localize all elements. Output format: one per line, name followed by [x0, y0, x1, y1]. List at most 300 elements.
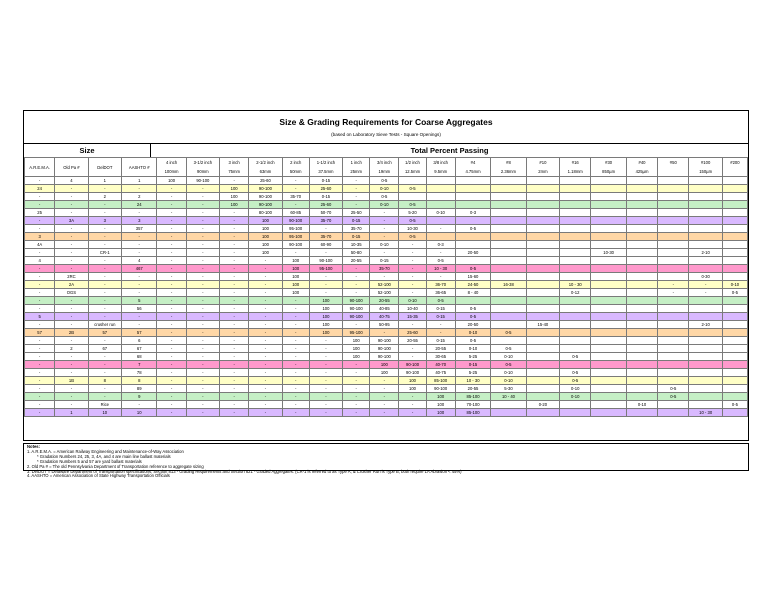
table-cell: [626, 257, 657, 265]
table-cell: -: [220, 337, 249, 345]
table-cell: [399, 177, 426, 185]
table-cell: 10: [122, 409, 157, 417]
table-cell: 60-90: [309, 241, 342, 249]
table-cell: [591, 409, 626, 417]
table-cell: -: [157, 345, 186, 353]
table-cell: -: [186, 273, 219, 281]
table-cell: [560, 305, 591, 313]
table-cell: -: [343, 281, 370, 289]
table-cell: 100: [309, 329, 342, 337]
table-cell: -: [157, 241, 186, 249]
table-cell: 24: [25, 185, 55, 193]
table-row: [25, 409, 748, 417]
table-cell: -: [220, 281, 249, 289]
table-cell: -: [157, 185, 186, 193]
table-cell: -: [122, 249, 157, 257]
table-cell: 100: [282, 257, 309, 265]
table-cell: -: [370, 209, 399, 217]
table-cell: -: [249, 377, 282, 385]
sieve-size-header: 1 inch: [343, 158, 370, 168]
table-cell: 0-5: [560, 377, 591, 385]
table-cell: -: [186, 241, 219, 249]
table-cell: [491, 401, 526, 409]
table-cell: [722, 201, 747, 209]
table-cell: [526, 201, 559, 209]
table-cell: [491, 193, 526, 201]
table-row: [25, 233, 748, 241]
table-cell: -: [282, 201, 309, 209]
table-row: [25, 249, 748, 257]
table-cell: -: [343, 393, 370, 401]
table-cell: -: [370, 401, 399, 409]
table-cell: 25-60: [309, 201, 342, 209]
table-cell: [491, 265, 526, 273]
table-cell: [560, 249, 591, 257]
table-cell: [626, 377, 657, 385]
table-cell: [722, 345, 747, 353]
table-cell: 0-5: [722, 289, 747, 297]
table-cell: [591, 345, 626, 353]
table-cell: 0-5: [370, 193, 399, 201]
table-cell: 5: [25, 313, 55, 321]
table-cell: [426, 193, 455, 201]
table-cell: [722, 241, 747, 249]
table-cell: -: [88, 241, 121, 249]
table-cell: -: [157, 265, 186, 273]
table-cell: [658, 409, 689, 417]
table-cell: 0-5: [722, 401, 747, 409]
table-cell: -: [249, 265, 282, 273]
table-cell: 100: [426, 401, 455, 409]
table-cell: 0-10: [370, 201, 399, 209]
table-cell: 24-50: [455, 281, 490, 289]
table-cell: -: [249, 401, 282, 409]
table-cell: [689, 233, 722, 241]
table-cell: [491, 225, 526, 233]
table-cell: -: [220, 209, 249, 217]
sieve-metric-header: 19mm: [370, 167, 399, 177]
table-cell: [658, 353, 689, 361]
table-cell: [626, 345, 657, 353]
page-title: Size & Grading Requirements for Coarse Aggregates: [279, 117, 493, 127]
table-cell: -: [249, 273, 282, 281]
table-row: [25, 305, 748, 313]
table-row: [25, 241, 748, 249]
table-cell: -: [282, 377, 309, 385]
table-cell: -: [249, 313, 282, 321]
note-line: 4. AASHTO = American Association of State Highway Transportation Officials: [27, 473, 170, 479]
table-row: [25, 385, 748, 393]
table-cell: [526, 329, 559, 337]
table-cell: [689, 265, 722, 273]
table-cell: -: [370, 217, 399, 225]
table-cell: 8 - 40: [455, 289, 490, 297]
table-cell: -: [25, 289, 55, 297]
table-cell: [689, 305, 722, 313]
table-cell: 20-50: [455, 321, 490, 329]
table-cell: [455, 241, 490, 249]
table-cell: [689, 193, 722, 201]
table-cell: 0-5: [560, 369, 591, 377]
table-cell: -: [399, 289, 426, 297]
table-cell: [626, 281, 657, 289]
table-row: [25, 369, 748, 377]
table-cell: -: [157, 393, 186, 401]
table-cell: -: [282, 369, 309, 377]
table-cell: -: [25, 321, 55, 329]
total-percent-passing-header: Total Percent Passing: [410, 146, 489, 155]
table-cell: -: [157, 369, 186, 377]
table-cell: [560, 193, 591, 201]
table-cell: -: [309, 377, 342, 385]
table-cell: 3: [25, 233, 55, 241]
table-cell: [591, 377, 626, 385]
table-cell: -: [25, 297, 55, 305]
table-cell: 15-60: [455, 273, 490, 281]
table-row: [25, 401, 748, 409]
table-cell: -: [343, 369, 370, 377]
table-cell: [455, 233, 490, 241]
sieve-metric-header: 100mm: [157, 167, 186, 177]
table-cell: -: [249, 369, 282, 377]
table-cell: [455, 257, 490, 265]
table-cell: [626, 353, 657, 361]
table-cell: -: [343, 185, 370, 193]
table-cell: [689, 353, 722, 361]
table-cell: -: [309, 273, 342, 281]
table-cell: -: [122, 281, 157, 289]
table-cell: 0-20: [526, 401, 559, 409]
table-cell: 100: [309, 297, 342, 305]
table-cell: 2: [55, 345, 88, 353]
table-cell: [591, 401, 626, 409]
table-cell: [626, 337, 657, 345]
table-cell: -: [186, 369, 219, 377]
table-cell: -: [25, 353, 55, 361]
table-cell: 100: [249, 233, 282, 241]
table-cell: [658, 185, 689, 193]
table-cell: -: [343, 177, 370, 185]
table-cell: 3: [122, 217, 157, 225]
table-cell: -: [370, 233, 399, 241]
table-cell: -: [689, 289, 722, 297]
table-cell: 67: [88, 345, 121, 353]
table-cell: -: [25, 401, 55, 409]
table-cell: 60-85: [282, 209, 309, 217]
table-cell: -: [343, 385, 370, 393]
table-row: [25, 297, 748, 305]
sieve-size-header: #30: [591, 158, 626, 168]
table-cell: -: [25, 345, 55, 353]
table-cell: [526, 409, 559, 417]
table-cell: [491, 321, 526, 329]
table-cell: -: [157, 401, 186, 409]
table-cell: 100: [309, 313, 342, 321]
table-cell: 100: [249, 241, 282, 249]
table-cell: 100: [343, 353, 370, 361]
table-cell: [722, 265, 747, 273]
table-cell: 0-10: [370, 241, 399, 249]
table-cell: [658, 209, 689, 217]
table-cell: -: [309, 249, 342, 257]
table-cell: [591, 233, 626, 241]
table-cell: -: [309, 353, 342, 361]
table-cell: -: [370, 249, 399, 257]
table-cell: 10-30: [399, 225, 426, 233]
table-cell: -: [282, 385, 309, 393]
table-cell: [526, 273, 559, 281]
table-cell: [626, 241, 657, 249]
table-cell: [455, 297, 490, 305]
table-cell: 0-5: [491, 345, 526, 353]
sieve-size-header: 2 inch: [282, 158, 309, 168]
table-cell: -: [186, 321, 219, 329]
size-column-header: AASHTO #: [122, 158, 157, 177]
table-cell: -: [309, 289, 342, 297]
table-cell: -: [249, 257, 282, 265]
table-cell: [526, 241, 559, 249]
table-cell: 15-35: [399, 313, 426, 321]
table-cell: 35-70: [282, 193, 309, 201]
table-cell: -: [249, 393, 282, 401]
table-cell: [722, 377, 747, 385]
table-cell: 0-15: [426, 337, 455, 345]
table-cell: 90-100: [282, 217, 309, 225]
sieve-metric-header: 90mm: [186, 167, 219, 177]
table-cell: -: [220, 393, 249, 401]
table-cell: -: [157, 257, 186, 265]
table-cell: -: [658, 289, 689, 297]
table-cell: 1: [55, 409, 88, 417]
table-cell: 95-100: [309, 265, 342, 273]
table-cell: -: [282, 361, 309, 369]
table-row: [25, 393, 748, 401]
table-cell: [626, 249, 657, 257]
table-cell: 0-10: [370, 185, 399, 193]
table-cell: -: [220, 265, 249, 273]
table-cell: -: [122, 313, 157, 321]
table-cell: -: [88, 297, 121, 305]
table-cell: [426, 217, 455, 225]
table-cell: [591, 209, 626, 217]
note-line: 3. DelDOT = Delaware Department of Transportation specifications, Section 813 - Grading Requirements and Section 821 - Graded Aggregates. (CR-1 is referred to as Type A, & Crusher Run is Type B; both require LA Abrasion < 45%): [27, 468, 462, 474]
table-cell: [526, 297, 559, 305]
table-cell: [689, 201, 722, 209]
table-cell: [491, 409, 526, 417]
sieve-metric-header: 425µm: [626, 167, 657, 177]
sieve-size-header: #40: [626, 158, 657, 168]
table-cell: [658, 401, 689, 409]
table-cell: [722, 225, 747, 233]
table-cell: -: [88, 313, 121, 321]
table-cell: -: [249, 385, 282, 393]
table-row: [25, 337, 748, 345]
table-cell: 0-5: [455, 265, 490, 273]
table-cell: -: [25, 281, 55, 289]
table-cell: -: [186, 409, 219, 417]
table-cell: -: [55, 201, 88, 209]
table-cell: [658, 273, 689, 281]
table-cell: 2-10: [689, 321, 722, 329]
table-cell: [491, 209, 526, 217]
table-cell: -: [25, 193, 55, 201]
table-cell: [689, 257, 722, 265]
table-cell: -: [186, 297, 219, 305]
table-cell: [491, 313, 526, 321]
table-cell: [689, 401, 722, 409]
table-cell: 0-5: [455, 225, 490, 233]
table-cell: -: [343, 201, 370, 209]
table-cell: [455, 177, 490, 185]
table-cell: -: [282, 401, 309, 409]
table-cell: 25: [25, 209, 55, 217]
table-cell: [658, 193, 689, 201]
table-row: [25, 185, 748, 193]
table-cell: -: [309, 337, 342, 345]
table-cell: [526, 249, 559, 257]
table-cell: [591, 225, 626, 233]
table-cell: 1: [88, 177, 121, 185]
table-cell: 0-5: [455, 337, 490, 345]
table-cell: 20-50: [455, 249, 490, 257]
table-cell: [591, 257, 626, 265]
table-cell: 5-20: [399, 209, 426, 217]
table-cell: -: [399, 257, 426, 265]
table-cell: 90-100: [399, 369, 426, 377]
table-cell: 95-100: [282, 225, 309, 233]
table-cell: 8: [122, 377, 157, 385]
table-cell: 90-100: [186, 177, 219, 185]
notes-box: [23, 443, 749, 479]
table-cell: -: [122, 209, 157, 217]
table-cell: 35-70: [343, 225, 370, 233]
table-cell: -: [88, 185, 121, 193]
table-cell: -: [88, 265, 121, 273]
table-cell: -: [25, 337, 55, 345]
table-cell: -: [282, 321, 309, 329]
sieve-metric-header: 4.75mm: [455, 167, 490, 177]
table-cell: [722, 353, 747, 361]
table-cell: 85-100: [455, 393, 490, 401]
table-cell: [526, 361, 559, 369]
grading-table-frame: [23, 110, 749, 441]
table-cell: -: [186, 401, 219, 409]
table-row: [25, 313, 748, 321]
table-cell: -: [186, 353, 219, 361]
table-cell: 100: [249, 217, 282, 225]
table-cell: -: [25, 217, 55, 225]
table-cell: [526, 337, 559, 345]
note-line: 1. A.R.E.M.A. = American Railway Engineering and Maintenance-of-Way Association: [27, 448, 184, 454]
note-line: * Gradation Numbers 24, 25, 3, 4A, and 4 are main line ballast materials: [37, 453, 171, 459]
table-cell: 57: [25, 329, 55, 337]
table-cell: -: [157, 297, 186, 305]
table-cell: [526, 281, 559, 289]
table-cell: 10 - 40: [491, 393, 526, 401]
table-cell: [560, 273, 591, 281]
table-cell: 2: [122, 193, 157, 201]
table-cell: 100: [282, 281, 309, 289]
table-cell: -: [186, 201, 219, 209]
table-cell: [491, 241, 526, 249]
table-cell: -: [157, 217, 186, 225]
table-cell: -: [282, 177, 309, 185]
table-cell: -: [220, 385, 249, 393]
table-cell: -: [282, 345, 309, 353]
table-cell: -: [25, 305, 55, 313]
table-cell: -: [249, 305, 282, 313]
table-cell: 2B: [55, 329, 88, 337]
table-cell: [560, 201, 591, 209]
table-cell: 5-30: [491, 385, 526, 393]
table-cell: 5-25: [455, 353, 490, 361]
table-cell: [626, 225, 657, 233]
table-cell: -: [309, 385, 342, 393]
table-cell: -: [220, 353, 249, 361]
table-cell: -: [157, 385, 186, 393]
table-cell: 20-55: [370, 297, 399, 305]
table-cell: 100: [370, 369, 399, 377]
table-cell: [658, 241, 689, 249]
sieve-metric-header: 150µm: [689, 167, 722, 177]
table-cell: [658, 361, 689, 369]
table-cell: -: [370, 273, 399, 281]
table-cell: -: [399, 409, 426, 417]
sieve-size-header: 2-1/2 inch: [249, 158, 282, 168]
table-cell: -: [220, 217, 249, 225]
table-row: [25, 209, 748, 217]
table-cell: -: [157, 337, 186, 345]
table-cell: -: [88, 337, 121, 345]
table-cell: [722, 233, 747, 241]
table-cell: Rice: [88, 401, 121, 409]
table-cell: 100: [249, 225, 282, 233]
table-cell: [626, 361, 657, 369]
table-cell: 35-70: [370, 265, 399, 273]
table-cell: -: [309, 225, 342, 233]
table-cell: -: [343, 289, 370, 297]
table-cell: -: [157, 377, 186, 385]
table-row: [25, 353, 748, 361]
table-cell: 90-100: [249, 193, 282, 201]
grading-table: [24, 157, 748, 417]
table-cell: -: [343, 265, 370, 273]
table-cell: [560, 185, 591, 193]
table-cell: [560, 337, 591, 345]
table-cell: -: [370, 409, 399, 417]
table-cell: [526, 385, 559, 393]
table-cell: 25-60: [399, 329, 426, 337]
table-cell: 100: [399, 385, 426, 393]
table-cell: -: [399, 249, 426, 257]
table-cell: -: [157, 201, 186, 209]
table-cell: -: [157, 321, 186, 329]
table-cell: [560, 233, 591, 241]
table-cell: [626, 201, 657, 209]
table-cell: [526, 225, 559, 233]
table-cell: -: [282, 329, 309, 337]
table-cell: -: [55, 321, 88, 329]
table-cell: -: [220, 241, 249, 249]
table-cell: 0-10: [626, 401, 657, 409]
table-cell: 89: [122, 385, 157, 393]
sieve-metric-header: 75mm: [220, 167, 249, 177]
table-cell: -: [220, 401, 249, 409]
table-cell: 90-100: [249, 185, 282, 193]
table-cell: [491, 337, 526, 345]
table-row: [25, 177, 748, 185]
table-cell: [491, 257, 526, 265]
